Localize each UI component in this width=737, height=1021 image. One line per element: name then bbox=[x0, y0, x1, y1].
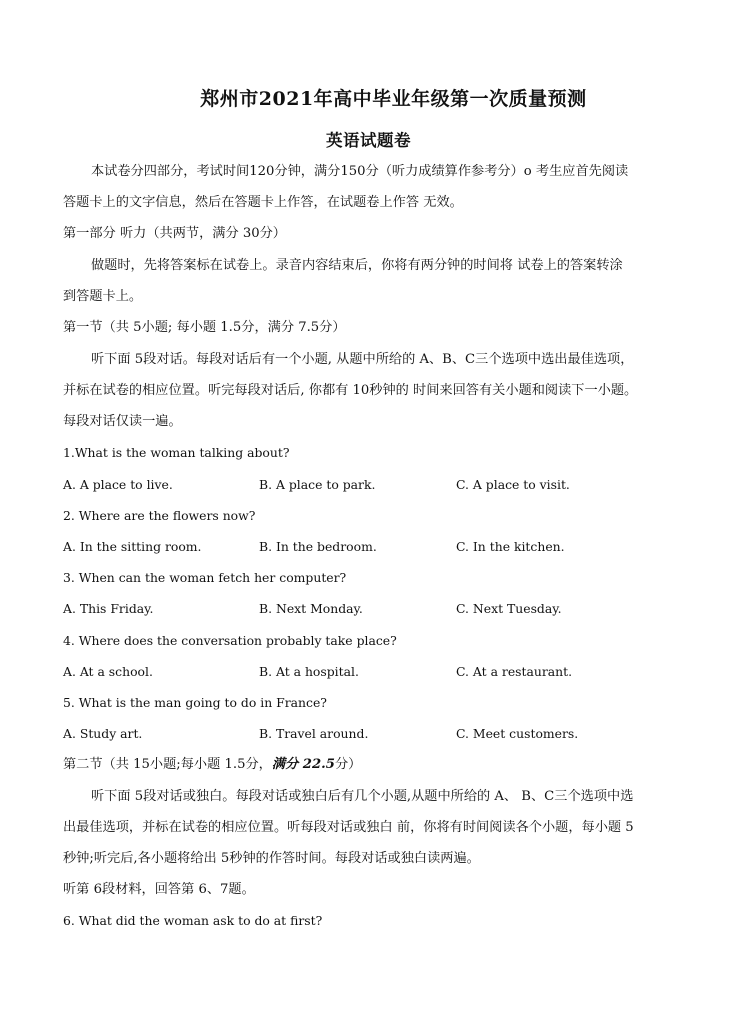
question-6: 6. What did the woman ask to do at first? bbox=[63, 913, 323, 928]
option-4c: C. At a restaurant. bbox=[456, 664, 573, 679]
section2-instruction: 秒钟;听完后,各小题将给出 5秒钟的作答时间。每段对话或独白读两遍。 bbox=[63, 851, 480, 866]
section1-instruction: 每段对话仅读一遍。 bbox=[63, 414, 182, 429]
option-3a: A. This Friday. bbox=[63, 601, 154, 616]
option-1c: C. A place to visit. bbox=[456, 477, 570, 492]
part1-instruction: 做题时，先将答案标在试卷上。录音内容结束后，你将有两分钟的时间将 试卷上的答案转涂 bbox=[91, 258, 623, 273]
section2-instruction: 听下面 5段对话或独白。每段对话或独白后有几个小题,从题中所给的 A、 B、C三个选项中选 bbox=[91, 789, 634, 804]
option-2b: B. In the bedroom. bbox=[259, 539, 377, 554]
section2-heading-start: 第二节（共 15小题;每小题 1.5分， bbox=[63, 757, 272, 772]
option-4a: A. At a school. bbox=[63, 664, 153, 679]
part1-instruction: 到答题卡上。 bbox=[63, 289, 143, 304]
option-5b: B. Travel around. bbox=[259, 726, 369, 741]
option-1a: A. A place to live. bbox=[63, 477, 173, 492]
option-5c: C. Meet customers. bbox=[456, 726, 579, 741]
section2-instruction: 出最佳选项，并标在试卷的相应位置。听每段对话或独白 前，你将有时间阅读各个小题，每小题 5 bbox=[63, 820, 634, 835]
option-2c: C. In the kitchen. bbox=[456, 539, 565, 554]
option-5a: A. Study art. bbox=[63, 726, 143, 741]
option-2a: A. In the sitting room. bbox=[63, 539, 202, 554]
intro-line: 答题卡上的文字信息，然后在答题卡上作答，在试题卷上作答 无效。 bbox=[63, 195, 463, 210]
option-4b: B. At a hospital. bbox=[259, 664, 359, 679]
section2-heading-emph: 满分 22.5 bbox=[271, 757, 335, 772]
part1-heading: 第一部分 听力（共两节，满分 30分） bbox=[63, 226, 286, 241]
section2-heading-end: 分） bbox=[334, 757, 362, 772]
section2-heading bbox=[63, 755, 361, 775]
material-note: 听第 6段材料，回答第 6、7题。 bbox=[63, 882, 255, 897]
question-2: 2. Where are the flowers now? bbox=[63, 508, 256, 523]
page-title: 郑州市2021年高中毕业年级第一次质量预测 bbox=[200, 88, 587, 110]
option-1b: B. A place to park. bbox=[259, 477, 376, 492]
intro-line: 本试卷分四部分，考试时间120分钟，满分150分（听力成绩算作参考分）o 考生应首先阅读 bbox=[91, 164, 629, 179]
question-5: 5. What is the man going to do in France? bbox=[63, 695, 327, 710]
section1-instruction: 并标在试卷的相应位置。听完每段对话后, 你都有 10秒钟的 时间来回答有关小题和阅读下一小题。 bbox=[63, 383, 638, 398]
section1-heading: 第一节（共 5小题; 每小题 1.5分，满分 7.5分） bbox=[63, 320, 346, 335]
question-3: 3. When can the woman fetch her computer? bbox=[63, 570, 347, 585]
question-1: 1.What is the woman talking about? bbox=[63, 445, 290, 460]
section1-instruction: 听下面 5段对话。每段对话后有一个小题, 从题中所给的 A、B、C三个选项中选出最佳选项， bbox=[91, 352, 634, 367]
page-subtitle: 英语试题卷 bbox=[326, 131, 411, 150]
option-3b: B. Next Monday. bbox=[259, 601, 363, 616]
option-3c: C. Next Tuesday. bbox=[456, 601, 562, 616]
question-4: 4. Where does the conversation probably take place? bbox=[63, 633, 397, 648]
